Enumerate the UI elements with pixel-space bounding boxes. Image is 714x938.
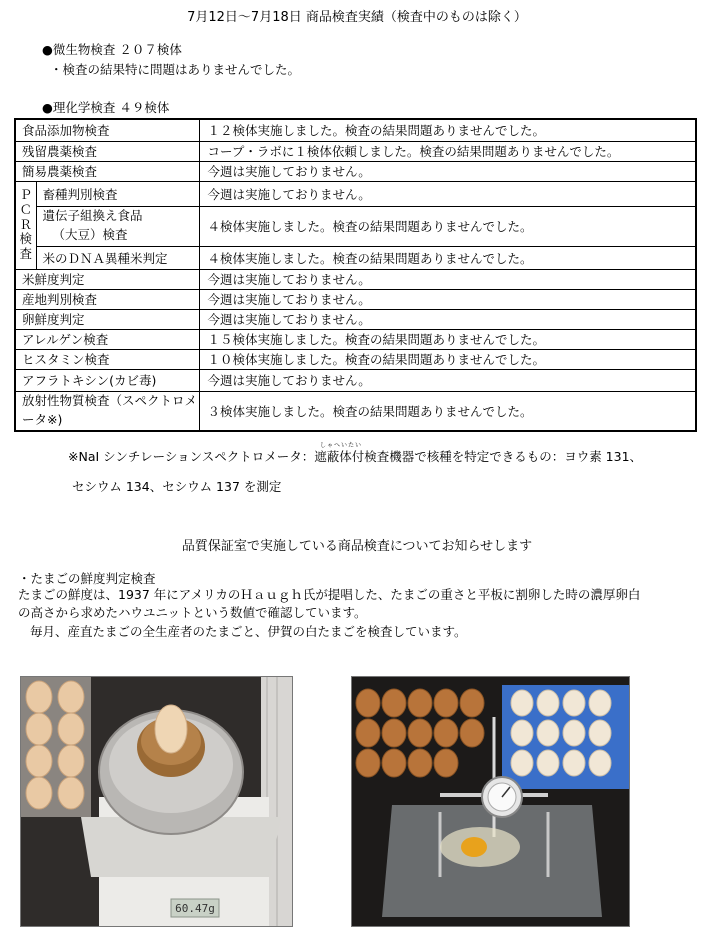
table-row bbox=[15, 141, 696, 161]
table-row bbox=[15, 309, 696, 329]
table-row bbox=[15, 349, 696, 369]
notice-heading: 品質保証室で実施している商品検査についてお知らせします bbox=[181, 539, 533, 554]
table-row bbox=[15, 391, 696, 431]
test-result: ４検体実施しました。検査の結果問題ありませんでした。 bbox=[199, 206, 696, 246]
egg-paragraph-line: たまごの鮮度は、1937 年にアメリカのＨａｕｇｈ氏が提唱した、たまごの重さと平板に割卵した時の濃厚卵白 bbox=[18, 587, 641, 602]
table-row bbox=[15, 119, 696, 141]
test-result: コープ・ラボに１検体依頼しました。検査の結果問題ありませんでした。 bbox=[199, 141, 696, 161]
test-name-line: 遺伝子組換え食品 bbox=[42, 208, 143, 224]
footnote-line-2: セシウム 134、セシウム 137 を測定 bbox=[72, 479, 282, 494]
test-name bbox=[36, 206, 199, 246]
pcr-label-char: Ｃ bbox=[19, 201, 32, 217]
test-result: 今週は実施しておりません。 bbox=[199, 161, 696, 181]
test-name: ヒスタミン検査 bbox=[15, 349, 199, 369]
table-row bbox=[15, 246, 696, 269]
egg-paragraph-line: の高さから求めたハウユニットという数値で確認しています。 bbox=[18, 605, 367, 620]
microbial-note: ・検査の結果特に問題はありませんでした。 bbox=[50, 62, 301, 77]
table-row bbox=[15, 161, 696, 181]
test-name: 残留農薬検査 bbox=[15, 141, 199, 161]
test-result: １０検体実施しました。検査の結果問題ありませんでした。 bbox=[199, 349, 696, 369]
table-row bbox=[15, 329, 696, 349]
pcr-label-char: Ｒ bbox=[19, 216, 32, 232]
pcr-group-label bbox=[15, 181, 36, 269]
test-name: 放射性物質検査（スペクトロメータ※) bbox=[15, 391, 199, 431]
chemical-heading: ●理化学検査 ４９検体 bbox=[42, 100, 170, 115]
test-result: １５検体実施しました。検査の結果問題ありませんでした。 bbox=[199, 329, 696, 349]
test-name: 簡易農薬検査 bbox=[15, 161, 199, 181]
test-name: 卵鮮度判定 bbox=[15, 309, 199, 329]
haugh-gauge-photo bbox=[351, 676, 630, 927]
test-name: 畜種判別検査 bbox=[36, 181, 199, 206]
egg-section-heading: ・たまごの鮮度判定検査 bbox=[18, 571, 156, 586]
pcr-label-char: 査 bbox=[19, 246, 32, 262]
test-name: 米のＤＮＡ異種米判定 bbox=[36, 246, 199, 269]
table-row bbox=[15, 181, 696, 206]
scale-readout: 60.47g bbox=[175, 902, 215, 915]
footnote-line-1: ※NaI シンチレーションスペクトロメータ：遮蔽体付検査機器で核種を特定できるもの：ヨウ素 131、 bbox=[68, 449, 643, 464]
test-name-line: （大豆）検査 bbox=[52, 227, 128, 242]
test-result: ４検体実施しました。検査の結果問題ありませんでした。 bbox=[199, 246, 696, 269]
pcr-label-char: 検 bbox=[19, 231, 32, 247]
pcr-label-char: Ｐ bbox=[19, 187, 32, 203]
test-name: 産地判別検査 bbox=[15, 289, 199, 309]
test-result: １２検体実施しました。検査の結果問題ありませんでした。 bbox=[199, 119, 696, 141]
table-row bbox=[15, 289, 696, 309]
test-result: ３検体実施しました。検査の結果問題ありませんでした。 bbox=[199, 391, 696, 431]
egg-paragraph-line: 毎月、産直たまごの全生産者のたまごと、伊賀の白たまごを検査しています。 bbox=[30, 624, 467, 639]
inspection-table bbox=[14, 118, 697, 432]
page-title: 7月12日〜7月18日 商品検査実績（検査中のものは除く） bbox=[187, 10, 527, 25]
table-row bbox=[15, 206, 696, 246]
test-result: 今週は実施しておりません。 bbox=[199, 289, 696, 309]
table-row bbox=[15, 269, 696, 289]
egg-scale-illustration bbox=[21, 677, 292, 926]
test-result: 今週は実施しておりません。 bbox=[199, 309, 696, 329]
egg-scale-photo bbox=[20, 676, 293, 927]
test-name: 米鮮度判定 bbox=[15, 269, 199, 289]
test-result: 今週は実施しておりません。 bbox=[199, 181, 696, 206]
ruby-annotation: しゃへいたい bbox=[320, 442, 363, 449]
test-name: 食品添加物検査 bbox=[15, 119, 199, 141]
microbial-heading: ●微生物検査 ２０７検体 bbox=[42, 42, 182, 57]
test-result: 今週は実施しておりません。 bbox=[199, 269, 696, 289]
test-result: 今週は実施しておりません。 bbox=[199, 369, 696, 391]
table-row bbox=[15, 369, 696, 391]
test-name: アレルゲン検査 bbox=[15, 329, 199, 349]
haugh-gauge-illustration bbox=[352, 677, 629, 926]
test-name: アフラトキシン(カビ毒) bbox=[15, 369, 199, 391]
